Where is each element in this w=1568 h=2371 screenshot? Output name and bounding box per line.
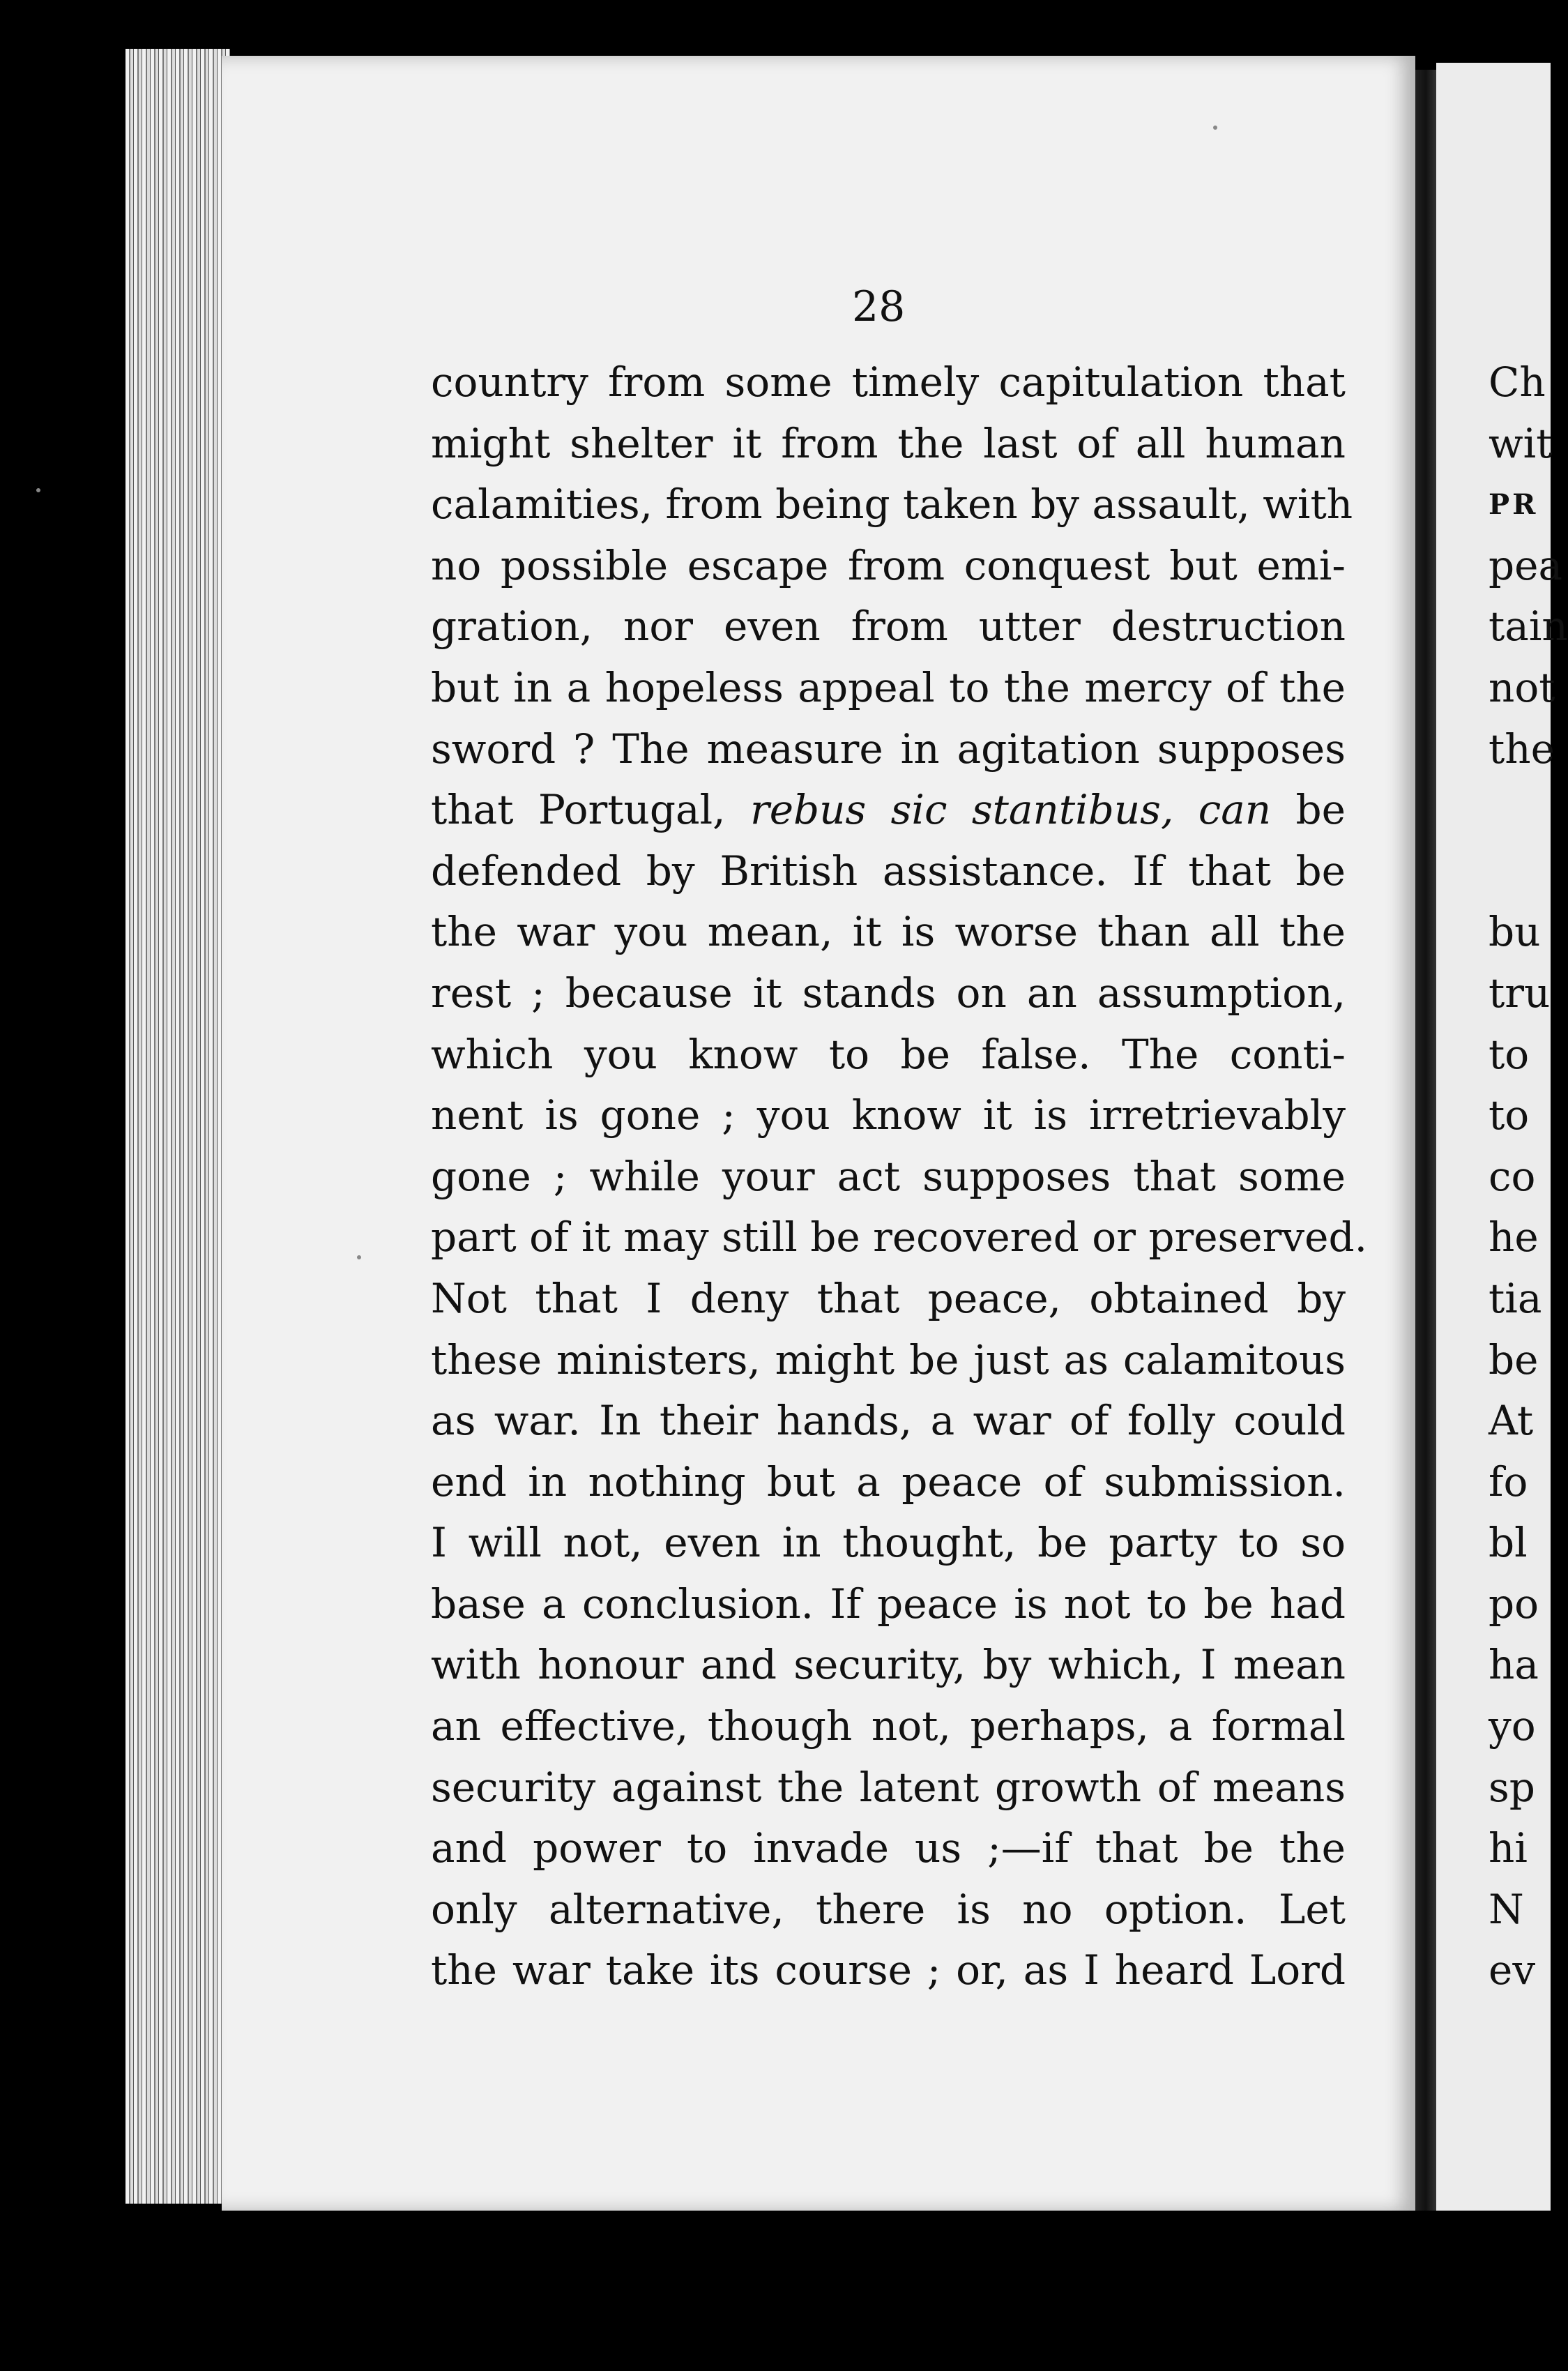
text-line: but in a hopeless appeal to the mercy of the [431,663,1346,711]
dust-speck [357,1255,361,1259]
text-line: with honour and security, by which, I mean [431,1641,1346,1689]
text-line [431,780,1346,841]
facing-page-fragment: tru [1489,969,1551,1017]
text-segment: that Portugal, [431,786,750,834]
facing-page-fragment: to [1489,1091,1530,1139]
text-line: end in nothing but a peace of submission. [431,1457,1346,1506]
text-line: part of it may still be recovered or preserved. [431,1213,1368,1262]
facing-page-fragment: not [1489,663,1555,711]
facing-page-fragment [1489,780,1558,841]
facing-page-fragment: yo [1489,1702,1536,1750]
text-line: and power to invade us ;—if that be the [431,1824,1346,1872]
text-line: the war take its course ; or, as I heard Lord [431,1946,1346,1994]
facing-page-text-fragments [1489,352,1568,2001]
facing-page-fragment: bl [1489,1519,1528,1567]
facing-page-fragment: hi [1489,1824,1528,1872]
text-line: Not that I deny that peace, obtained by [431,1274,1346,1322]
text-line: calamities, from being taken by assault, with [431,480,1353,529]
text-line: nent is gone ; you know it is irretrievably [431,1091,1346,1139]
facing-page-fragment: the [1489,725,1555,773]
dust-speck [1213,126,1217,130]
text-line: the war you mean, it is worse than all the [431,908,1346,956]
text-line: I will not, even in thought, be party to so [431,1519,1346,1567]
page-body-text [431,352,1368,2001]
dust-speck [36,488,40,492]
facing-page-fragment: tia [1489,1274,1542,1322]
text-line: security against the latent growth of means [431,1763,1346,1811]
facing-page-fragment: co [1489,1152,1536,1200]
facing-page-fragment: Ch [1489,358,1546,406]
text-line: rest ; because it stands on an assumption, [431,969,1346,1017]
scan-border [0,2211,1551,2371]
text-line: might shelter it from the last of all human [431,419,1346,467]
text-segment: be [1271,786,1346,834]
text-line: gration, nor even from utter destruction [431,603,1346,651]
facing-page-fragment: be [1489,1335,1539,1384]
facing-page-fragment: tain [1489,603,1568,651]
text-line: gone ; while your act supposes that some [431,1152,1346,1200]
text-line: these ministers, might be just as calamitous [431,1335,1346,1384]
text-line: base a conclusion. If peace is not to be had [431,1580,1346,1628]
italic-phrase: rebus sic stantibus, can [749,786,1272,834]
text-line: as war. In their hands, a war of folly could [431,1397,1346,1445]
text-line: an effective, though not, perhaps, a formal [431,1702,1346,1750]
facing-page-fragment: to [1489,1030,1530,1078]
facing-page-fragment: fo [1489,1457,1528,1506]
book-gutter [1415,70,1436,2211]
text-line: only alternative, there is no option. Let [431,1885,1346,1933]
facing-page-fragment: wit [1489,419,1553,467]
text-line: defended by British assistance. If that be [431,847,1346,895]
facing-page-fragment [1489,841,1558,902]
page-number: 28 [852,282,906,331]
facing-page-fragment: PR [1489,488,1539,522]
facing-page-fragment: N [1489,1885,1524,1933]
facing-page-fragment: po [1489,1580,1539,1628]
facing-page-fragment: ev [1489,1946,1536,1994]
facing-page-fragment: ha [1489,1641,1539,1689]
text-line: which you know to be false. The conti- [431,1030,1346,1078]
text-line: country from some timely capitulation that [431,358,1346,406]
facing-page-fragment: sp [1489,1763,1535,1811]
facing-page-fragment: pea [1489,541,1563,589]
page-edges [125,49,230,2204]
text-line: no possible escape from conquest but emi- [431,541,1346,589]
facing-page-fragment: he [1489,1213,1539,1262]
facing-page-fragment: bu [1489,908,1541,956]
facing-page-fragment: At [1489,1397,1534,1445]
text-line: sword ? The measure in agitation supposes [431,725,1346,773]
